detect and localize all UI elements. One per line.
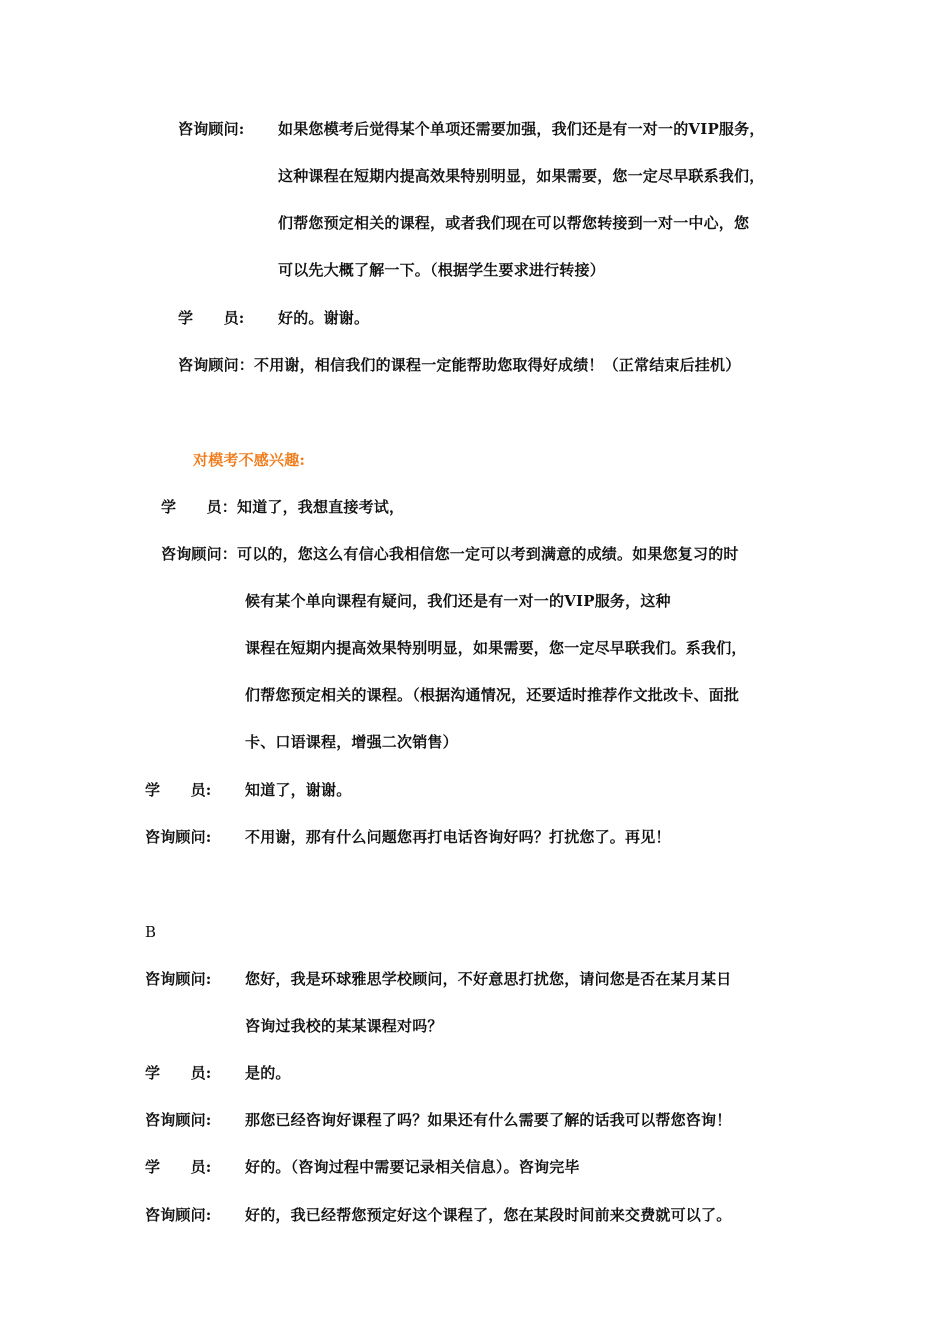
consultant-line: 们帮您预定相关的课程。（根据沟通情况，还要适时推荐作文批改卡、面批	[245, 686, 740, 704]
speaker-student-label: 学 员:	[178, 309, 245, 327]
consultant-line: 咨询过我校的某某课程对吗？	[245, 1017, 443, 1035]
speaker-consultant-label: 咨询顾问:	[145, 1206, 212, 1224]
section-label: B	[145, 923, 157, 941]
student-line: 是的。	[245, 1064, 291, 1082]
consultant-line: 如果您模考后觉得某个单项还需要加强，我们还是有一对一的VIP服务，	[278, 120, 765, 138]
speaker-consultant-label: 咨询顾问:	[145, 1111, 212, 1129]
consultant-line: 卡、口语课程，增强二次销售）	[245, 733, 458, 751]
student-line: 学 员：知道了，我想直接考试，	[161, 498, 405, 516]
speaker-consultant-label: 咨询顾问:	[145, 970, 212, 988]
consultant-line: 这种课程在短期内提高效果特别明显，如果需要，您一定尽早联系我们，	[278, 167, 765, 185]
consultant-line: 您好，我是环球雅思学校顾问，不好意思打扰您，请问您是否在某月某日	[245, 970, 732, 988]
speaker-consultant-label: 咨询顾问:	[178, 120, 245, 138]
consultant-line: 好的，我已经帮您预定好这个课程了，您在某段时间前来交费就可以了。	[245, 1206, 732, 1224]
speaker-student-label: 学 员:	[145, 1064, 212, 1082]
consultant-line: 候有某个单向课程有疑问，我们还是有一对一的VIP服务，这种	[245, 592, 671, 610]
consultant-line: 课程在短期内提高效果特别明显，如果需要，您一定尽早联我们。系我们，	[245, 639, 747, 657]
student-line: 知道了，谢谢。	[245, 781, 352, 799]
speaker-consultant-label: 咨询顾问:	[145, 828, 212, 846]
student-line: 好的。谢谢。	[278, 309, 370, 327]
consultant-line: 咨询顾问：可以的，您这么有信心我相信您一定可以考到满意的成绩。如果您复习的时	[161, 545, 739, 563]
closing-line: 咨询顾问：不用谢，相信我们的课程一定能帮助您取得好成绩！（正常结束后挂机）	[178, 356, 741, 374]
consultant-line: 不用谢，那有什么问题您再打电话咨询好吗？打扰您了。再见！	[245, 828, 671, 846]
consultant-line: 可以先大概了解一下。（根据学生要求进行转接）	[278, 261, 605, 279]
consultant-line: 们帮您预定相关的课程，或者我们现在可以帮您转接到一对一中心，您	[278, 214, 750, 232]
section-heading: 对模考不感兴趣:	[193, 451, 306, 469]
student-line: 好的。（咨询过程中需要记录相关信息）。咨询完毕	[245, 1158, 580, 1176]
consultant-line: 那您已经咨询好课程了吗？如果还有什么需要了解的话我可以帮您咨询！	[245, 1111, 732, 1129]
speaker-student-label: 学 员:	[145, 781, 212, 799]
speaker-student-label: 学 员:	[145, 1158, 212, 1176]
